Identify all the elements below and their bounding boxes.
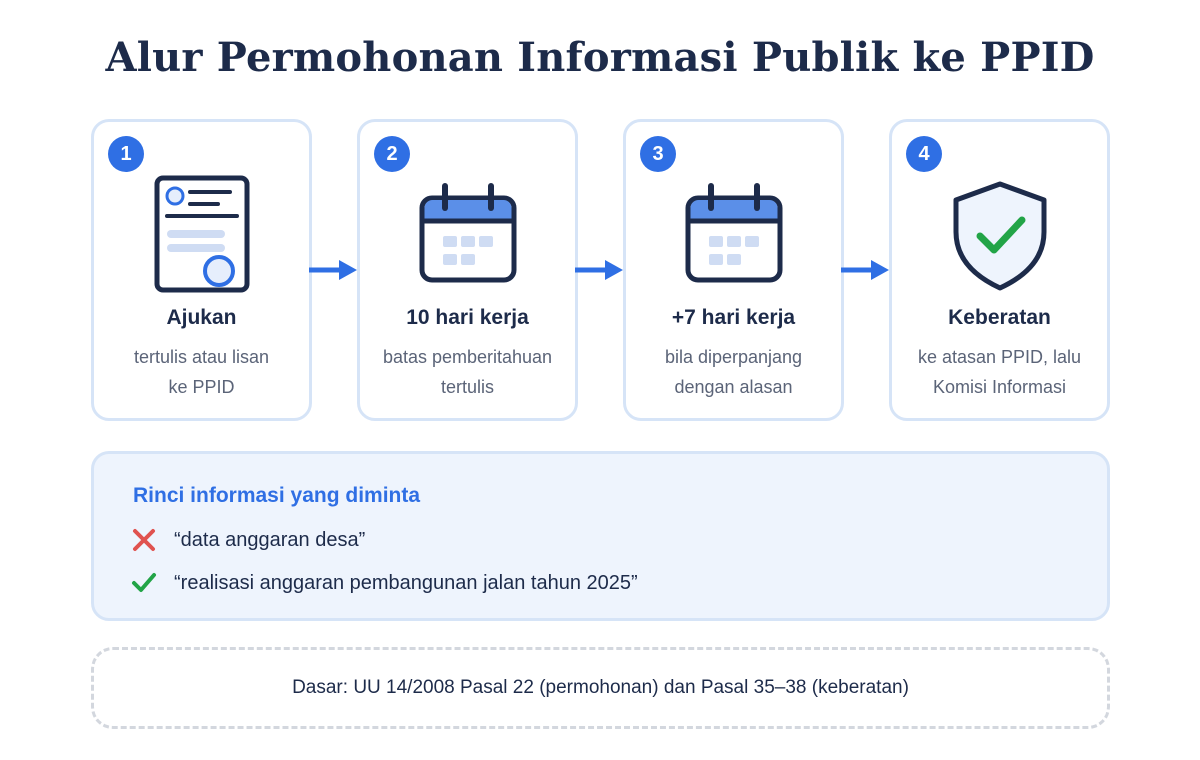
calendar-icon	[408, 174, 528, 294]
page-title: Alur Permohonan Informasi Publik ke PPID	[105, 34, 1095, 81]
step-card-2	[357, 119, 578, 421]
calendar-icon	[674, 174, 794, 294]
good-example	[130, 568, 638, 598]
legal-basis-text: Dasar: UU 14/2008 Pasal 22 (permohonan) dan Pasal 35–38 (keberatan)	[292, 677, 909, 698]
step-title: +7 hari kerja	[671, 306, 796, 329]
shield-check-icon	[940, 174, 1060, 294]
cross-icon	[130, 526, 158, 554]
step-card-4	[889, 119, 1110, 421]
document-icon	[142, 174, 262, 294]
step-card-1	[91, 119, 312, 421]
step-title: Ajukan	[166, 306, 237, 329]
step-number-badge: 3	[640, 136, 676, 172]
step-title: Keberatan	[948, 306, 1051, 329]
bad-example-text: “data anggaran desa”	[174, 528, 366, 551]
arrow-right-icon	[839, 258, 891, 282]
step-title: 10 hari kerja	[406, 306, 529, 329]
step-number-badge: 4	[906, 136, 942, 172]
step-card-3	[623, 119, 844, 421]
detail-panel	[91, 451, 1110, 621]
step-description: batas pemberitahuan tertulis	[382, 347, 553, 397]
step-description: tertulis atau lisan ke PPID	[133, 347, 270, 397]
check-icon	[130, 569, 158, 597]
step-description: bila diperpanjang dengan alasan	[664, 347, 803, 397]
detail-title: Rinci informasi yang diminta	[133, 484, 421, 507]
arrow-right-icon	[307, 258, 359, 282]
step-number-badge: 2	[374, 136, 410, 172]
bad-example	[130, 525, 365, 555]
legal-basis-note	[91, 647, 1110, 729]
step-description: ke atasan PPID, lalu Komisi Informasi	[917, 347, 1082, 397]
arrow-right-icon	[573, 258, 625, 282]
step-number-badge: 1	[108, 136, 144, 172]
good-example-text: “realisasi anggaran pembangunan jalan tahun 2025”	[174, 571, 638, 594]
